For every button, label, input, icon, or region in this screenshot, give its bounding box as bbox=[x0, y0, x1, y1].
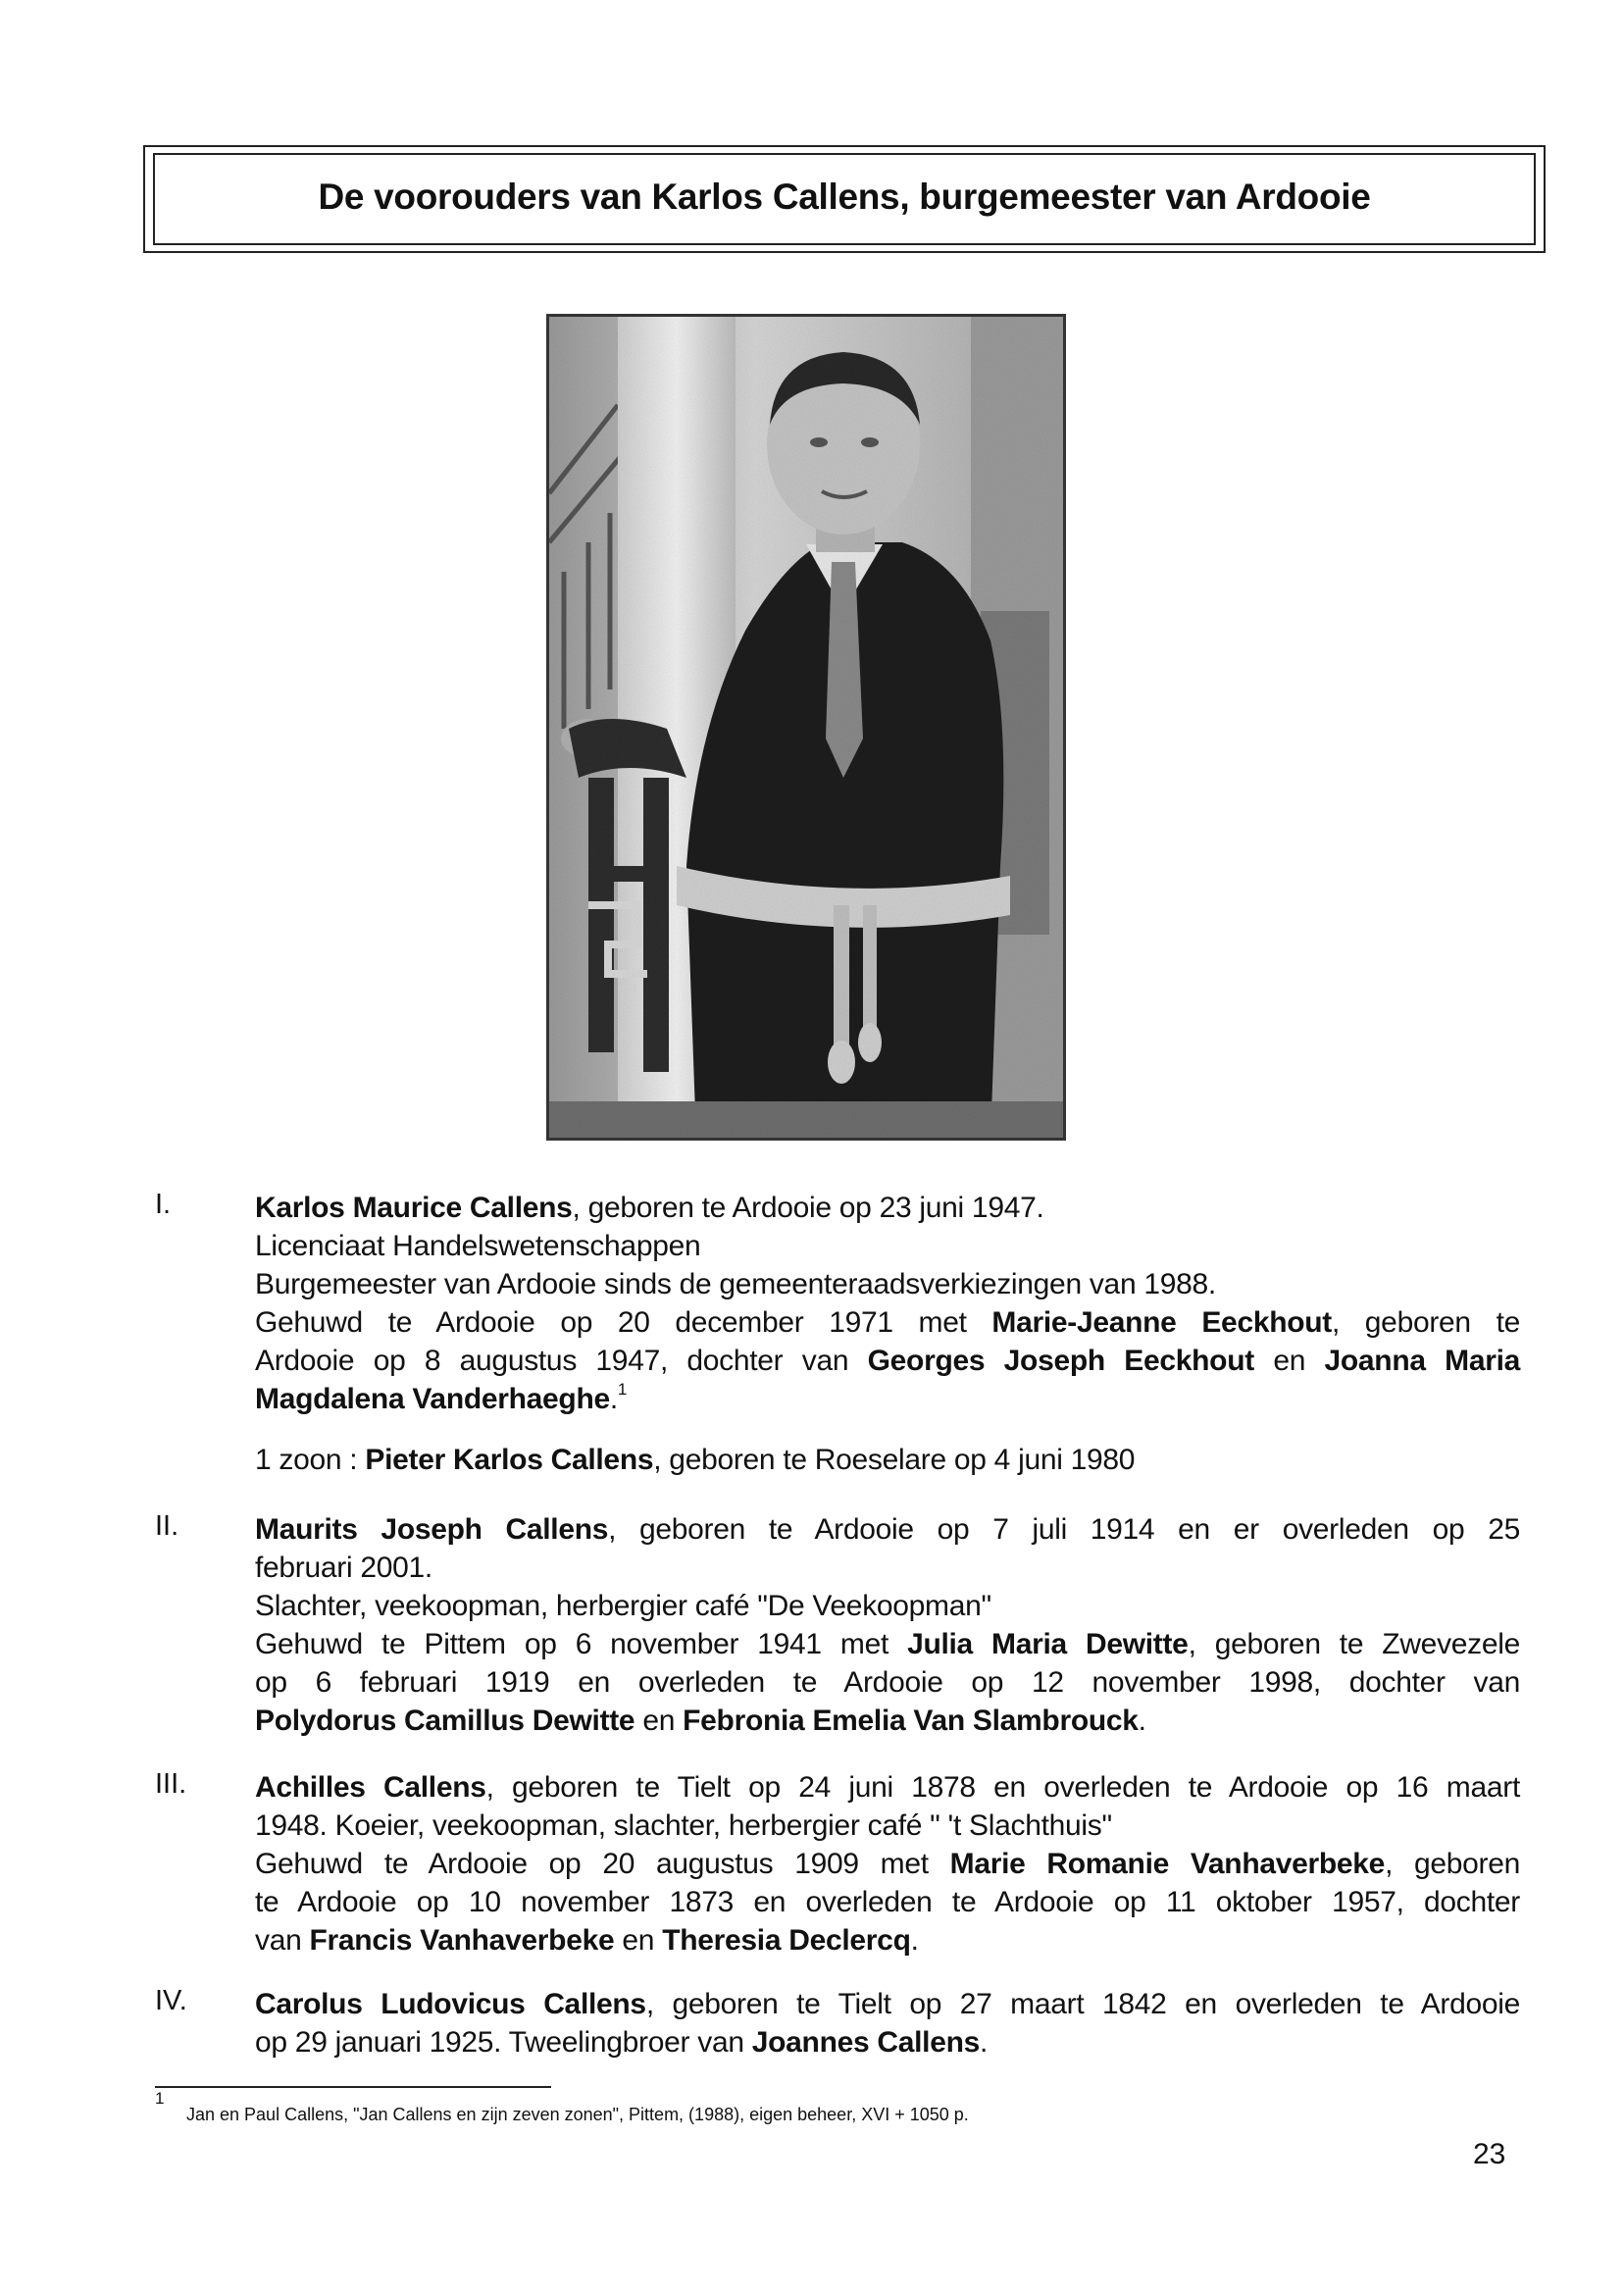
entry-line bbox=[255, 1625, 1520, 1663]
children-label: 1 zoon : bbox=[255, 1444, 366, 1476]
footnote-divider bbox=[155, 2086, 551, 2088]
portrait-photo bbox=[546, 314, 1066, 1141]
person-name: Joannes Callens bbox=[751, 2026, 981, 2059]
person-name: Marie Romanie Vanhaverbeke bbox=[949, 1848, 1386, 1880]
entry-line bbox=[255, 1845, 1520, 1883]
generation-number: IV. bbox=[155, 1985, 187, 2016]
person-name: Carolus Ludovicus Callens bbox=[255, 1988, 646, 2020]
entry-text: . bbox=[1138, 1705, 1146, 1737]
entry-line bbox=[255, 1510, 1520, 1549]
entry-body bbox=[255, 1768, 1520, 1960]
page-title: De voorouders van Karlos Callens, burgemeester van Ardooie bbox=[318, 177, 1371, 217]
entry-text: Gehuwd te Ardooie op 20 december 1971 met bbox=[255, 1306, 992, 1339]
generation-number: II. bbox=[155, 1510, 179, 1542]
entry-line bbox=[255, 1702, 1520, 1740]
portrait-photo-drawing bbox=[549, 317, 1063, 1138]
entry-line bbox=[255, 1303, 1520, 1342]
entry-line bbox=[255, 1380, 1520, 1418]
entry-line: te Ardooie op 10 november 1873 en overleden te Ardooie op 11 oktober 1957, dochter bbox=[255, 1886, 1520, 1918]
person-name: Polydorus Camillus Dewitte bbox=[255, 1705, 635, 1737]
title-box-inner bbox=[153, 153, 1536, 245]
entry-line bbox=[255, 1342, 1520, 1380]
entry-text: , geboren te bbox=[1331, 1306, 1520, 1339]
entry-text: , geboren te Ardooie op 23 juni 1947. bbox=[572, 1192, 1044, 1224]
generation-number: I. bbox=[155, 1189, 172, 1220]
entry-line bbox=[255, 1985, 1520, 2023]
title-box bbox=[143, 145, 1546, 253]
entry-text: Ardooie op 8 augustus 1947, dochter van bbox=[255, 1345, 868, 1377]
person-name: Maurits Joseph Callens bbox=[255, 1513, 609, 1546]
person-name: Karlos Maurice Callens bbox=[255, 1192, 573, 1224]
page-number: 23 bbox=[1473, 2138, 1506, 2170]
entry-body bbox=[255, 1985, 1520, 2062]
entry-line: 1948. Koeier, veekoopman, slachter, herbergier café " 't Slachthuis" bbox=[255, 1809, 1112, 1842]
person-name: Theresia Declercq bbox=[662, 1924, 911, 1957]
entry-body bbox=[255, 1510, 1520, 1740]
person-name: Magdalena Vanderhaeghe bbox=[255, 1383, 610, 1415]
entry-line bbox=[255, 1921, 1520, 1960]
footnote-reference[interactable]: 1 bbox=[617, 1380, 628, 1399]
entry-text: , geboren bbox=[1385, 1848, 1520, 1880]
entry-text: Gehuwd te Pittem op 6 november 1941 met bbox=[255, 1628, 908, 1660]
person-name: Georges Joseph Eeckhout bbox=[867, 1345, 1254, 1377]
person-name: Achilles Callens bbox=[255, 1771, 486, 1804]
children-line bbox=[255, 1444, 1135, 1477]
entry-line: op 6 februari 1919 en overleden te Ardooie op 12 november 1998, dochter van bbox=[255, 1666, 1520, 1699]
person-name: Julia Maria Dewitte bbox=[907, 1628, 1189, 1660]
entry-text: , geboren te Zwevezele bbox=[1188, 1628, 1520, 1660]
person-name: Pieter Karlos Callens bbox=[365, 1444, 654, 1476]
entry-text: . bbox=[980, 2026, 989, 2059]
entry-text: op 29 januari 1925. Tweelingbroer van bbox=[255, 2026, 752, 2059]
entry-line bbox=[255, 1768, 1520, 1807]
person-name: Joanna Maria bbox=[1324, 1345, 1520, 1377]
entry-text: . bbox=[609, 1383, 618, 1415]
footnote-mark: 1 bbox=[155, 2089, 165, 2108]
entry-text: en bbox=[1253, 1345, 1325, 1377]
person-name: Febronia Emelia Van Slambrouck bbox=[683, 1705, 1139, 1737]
entry-body bbox=[255, 1189, 1520, 1418]
entry-text: van bbox=[255, 1924, 310, 1957]
entry-line: februari 2001. bbox=[255, 1552, 432, 1584]
footnote-text: Jan en Paul Callens, "Jan Callens en zijn zeven zonen", Pittem, (1988), eigen beheer, XVI + 1050 p. bbox=[186, 2105, 969, 2124]
entry-text: , geboren te Ardooie op 7 juli 1914 en er overleden op 25 bbox=[608, 1513, 1520, 1546]
generation-number: III. bbox=[155, 1768, 187, 1800]
entry-line bbox=[255, 2023, 1520, 2062]
entry-text: , geboren te Tielt op 27 maart 1842 en overleden te Ardooie bbox=[645, 1988, 1520, 2020]
person-name: Marie-Jeanne Eeckhout bbox=[991, 1306, 1332, 1339]
person-name: Francis Vanhaverbeke bbox=[309, 1924, 615, 1957]
entry-text: en bbox=[614, 1924, 663, 1957]
entry-text: en bbox=[634, 1705, 684, 1737]
entry-line bbox=[255, 1189, 1520, 1227]
entry-text: , geboren te Roeselare op 4 juni 1980 bbox=[653, 1444, 1136, 1476]
entry-text: , geboren te Tielt op 24 juni 1878 en overleden te Ardooie op 16 maart bbox=[485, 1771, 1520, 1804]
entry-line: Slachter, veekoopman, herbergier café "De Veekoopman" bbox=[255, 1590, 991, 1622]
entry-text: . bbox=[910, 1924, 919, 1957]
entry-line: Burgemeester van Ardooie sinds de gemeenteraadsverkiezingen van 1988. bbox=[255, 1268, 1216, 1300]
entry-text: Gehuwd te Ardooie op 20 augustus 1909 met bbox=[255, 1848, 950, 1880]
entry-line: Licenciaat Handelswetenschappen bbox=[255, 1230, 701, 1262]
